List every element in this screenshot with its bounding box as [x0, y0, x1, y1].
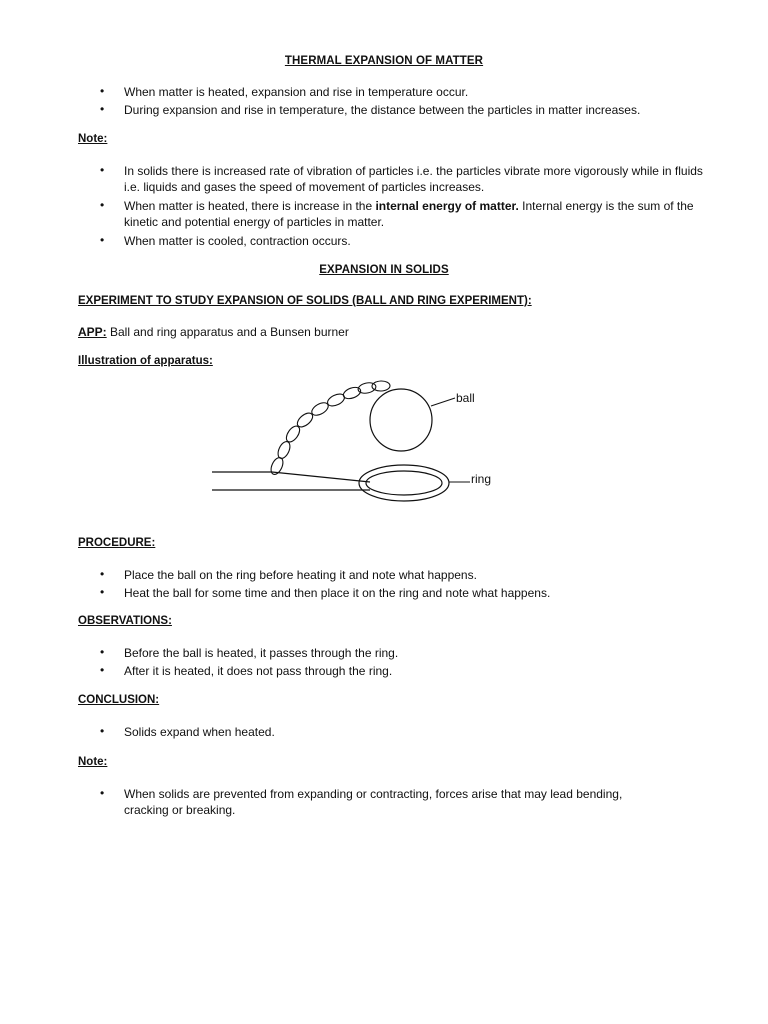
bullet-dot: •	[100, 567, 105, 581]
bullet-dot: •	[100, 663, 105, 677]
bullet-dot: •	[100, 645, 105, 659]
ring-label: ring	[471, 472, 492, 486]
bullet-dot: •	[100, 724, 105, 738]
apparatus-line: APP: Ball and ring apparatus and a Bunsen burner	[78, 325, 349, 339]
note-heading-1: Note:	[78, 133, 108, 145]
ring-inner	[366, 471, 442, 495]
bullet-dot: •	[100, 585, 105, 599]
experiment-title: EXPERIMENT TO STUDY EXPANSION OF SOLIDS (BALL AND RING EXPERIMENT):	[78, 295, 532, 307]
bullet-dot: •	[100, 233, 105, 247]
page-title: THERMAL EXPANSION OF MATTER	[284, 55, 484, 67]
ball-label: ball	[456, 391, 475, 405]
bullet-dot: •	[100, 786, 105, 800]
ring-outer	[359, 465, 449, 501]
bullet-dot: •	[100, 102, 105, 116]
observations-heading: OBSERVATIONS:	[78, 615, 172, 627]
illustration-heading: Illustration of apparatus:	[78, 355, 213, 367]
conclusion-heading: CONCLUSION:	[78, 694, 160, 706]
app-label: APP:	[78, 325, 107, 339]
bullet-dot: •	[100, 163, 105, 177]
ball-shape	[370, 389, 432, 451]
procedure-heading: PROCEDURE:	[78, 537, 156, 549]
bullet-dot: •	[100, 84, 105, 98]
document-page: THERMAL EXPANSION OF MATTER • When matter is heated, expansion and rise in temperature occur. • During expansion and rise in temperature, the distance between the particles in matter increases. Note: • In solids there is increased rate of vibration of particles i.e. the particles vibrate more vigorously while in fluids i.e. liquids and gases the speed of movement of particles increases. • When matter is heated, there is increase in the internal energy of matter. Internal energy is the sum of the kinetic and potential energy of particles in matter. • When matter is cooled, contraction occurs. EXPANSION IN SOLIDS EXPERIMENT TO STUDY EXPANSION OF SOLIDS (BALL AND RING EXPERIMENT): APP: Ball and ring apparatus and a Bunsen burner Illustration of apparatus: ball ring PROCEDURE: • Place the ball on the ring before heating it and note what happens. • Heat the ball for some time and then place it on the ring and note what happens. OBSERVATIONS: • Before the ball is heated, it passes through the ring. • After it is heated, it does not pass through the ring. CONCLUSION: • Solids expand when heated. Note: • When solids are prevented from expanding or contracting, forces arise that may lead bending, cracking or breaking.	[0, 0, 768, 1024]
note-heading-2: Note:	[78, 756, 108, 768]
ball-and-ring-diagram	[200, 378, 520, 508]
chain	[269, 381, 391, 477]
section-title: EXPANSION IN SOLIDS	[319, 264, 449, 276]
bullet-dot: •	[100, 198, 105, 212]
internal-energy-term: internal energy of matter.	[375, 199, 519, 213]
